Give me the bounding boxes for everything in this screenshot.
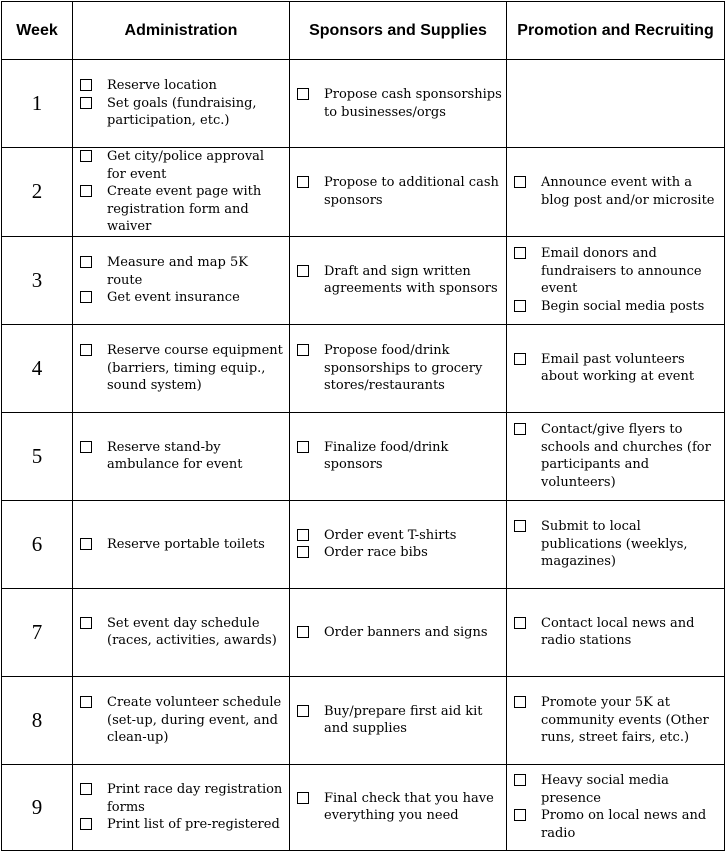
task-list	[290, 624, 506, 642]
administration-cell	[73, 148, 290, 237]
week-number: 8	[2, 676, 73, 764]
week-number: 4	[2, 324, 73, 412]
task-label: Heavy social media presence	[541, 773, 669, 806]
administration-cell	[73, 500, 290, 588]
task-checkbox[interactable]	[80, 441, 92, 453]
task-label: Create volunteer schedule (set-up, during event, and clean-up)	[107, 695, 282, 746]
task-checkbox[interactable]	[80, 538, 92, 550]
task-checkbox[interactable]	[514, 520, 526, 532]
task-item	[541, 772, 720, 807]
task-item	[324, 342, 502, 395]
task-item	[324, 439, 502, 474]
task-checkbox[interactable]	[80, 185, 92, 197]
task-item	[107, 781, 285, 816]
task-label: Get event insurance	[107, 290, 240, 306]
task-label: Propose cash sponsorships to businesses/orgs	[324, 86, 502, 120]
task-label: Set event day schedule (races, activities, awards)	[107, 615, 277, 649]
task-list	[507, 772, 724, 842]
week-number: 9	[2, 764, 73, 850]
task-label: Promo on local news and radio	[541, 808, 707, 842]
task-checkbox[interactable]	[297, 792, 309, 804]
task-label: Announce event with a blog post and/or microsite	[541, 175, 715, 208]
task-label: Submit to local publications (weeklys, magazines)	[541, 519, 688, 570]
task-item	[324, 624, 502, 642]
header-row	[2, 2, 725, 60]
task-list	[73, 536, 289, 554]
task-checkbox[interactable]	[297, 441, 309, 453]
task-item	[107, 536, 285, 554]
week-number: 1	[2, 60, 73, 148]
task-label: Final check that you have everything you need	[324, 790, 494, 824]
promotion-cell	[507, 588, 725, 676]
task-item	[107, 254, 285, 289]
task-checkbox[interactable]	[514, 696, 526, 708]
task-item	[324, 790, 502, 825]
promotion-cell	[507, 764, 725, 850]
table-row	[2, 588, 725, 676]
administration-cell	[73, 236, 290, 324]
task-checkbox[interactable]	[514, 300, 526, 312]
task-checkbox[interactable]	[514, 774, 526, 786]
task-label: Reserve course equipment (barriers, timing equip., sound system)	[107, 343, 283, 394]
task-list	[507, 615, 724, 650]
task-item	[541, 615, 720, 650]
promotion-cell	[507, 500, 725, 588]
task-list	[290, 790, 506, 825]
task-label: Reserve portable toilets	[107, 536, 265, 552]
task-item	[541, 245, 720, 298]
task-list	[290, 263, 506, 298]
task-checkbox[interactable]	[297, 88, 309, 100]
task-list	[73, 254, 289, 307]
task-label: Reserve location	[107, 78, 217, 94]
task-label: Order event T-shirts	[324, 527, 457, 543]
task-list	[507, 694, 724, 747]
task-checkbox[interactable]	[80, 344, 92, 356]
task-list	[73, 77, 289, 130]
task-list	[73, 439, 289, 474]
task-checkbox[interactable]	[514, 176, 526, 188]
task-label: Create event page with registration form and waiver	[107, 184, 262, 235]
task-item	[324, 263, 502, 298]
administration-cell	[73, 412, 290, 500]
table-row	[2, 236, 725, 324]
promotion-cell	[507, 60, 725, 148]
task-item	[107, 77, 285, 95]
sponsors-cell	[290, 500, 507, 588]
task-label: Propose food/drink sponsorships to grocery stores/restaurants	[324, 343, 483, 394]
sponsors-cell	[290, 676, 507, 764]
promotion-cell	[507, 676, 725, 764]
task-checkbox[interactable]	[80, 79, 92, 91]
task-checkbox[interactable]	[80, 696, 92, 708]
table-row	[2, 324, 725, 412]
task-item	[107, 342, 285, 395]
task-item	[324, 174, 502, 209]
task-item	[541, 518, 720, 571]
week-number: 5	[2, 412, 73, 500]
table-body	[2, 60, 725, 851]
task-label: Begin social media posts	[541, 299, 705, 315]
task-checkbox[interactable]	[80, 783, 92, 795]
task-item	[107, 816, 285, 834]
task-checkbox[interactable]	[80, 291, 92, 303]
sponsors-cell	[290, 324, 507, 412]
task-item	[541, 421, 720, 491]
sponsors-cell	[290, 588, 507, 676]
task-item	[541, 174, 720, 209]
task-checkbox[interactable]	[514, 247, 526, 259]
planning-table	[1, 1, 725, 851]
task-checkbox[interactable]	[514, 617, 526, 629]
sponsors-cell	[290, 412, 507, 500]
task-checkbox[interactable]	[297, 176, 309, 188]
task-label: Reserve stand-by ambulance for event	[107, 439, 243, 473]
task-label: Contact/give flyers to schools and churches (for participants and volunteers)	[541, 422, 711, 491]
table-row	[2, 60, 725, 148]
task-checkbox[interactable]	[80, 97, 92, 109]
task-item	[324, 86, 502, 121]
sponsors-cell	[290, 148, 507, 237]
task-list	[73, 615, 289, 650]
task-checkbox[interactable]	[80, 150, 92, 162]
task-checkbox[interactable]	[514, 353, 526, 365]
header-promotion: Promotion and Recruiting	[507, 2, 725, 60]
task-list	[507, 421, 724, 491]
sponsors-cell	[290, 764, 507, 850]
task-checkbox[interactable]	[80, 818, 92, 830]
administration-cell	[73, 324, 290, 412]
task-label: Propose to additional cash sponsors	[324, 175, 499, 208]
task-label: Print race day registration forms	[107, 782, 283, 815]
task-checkbox[interactable]	[297, 546, 309, 558]
task-list	[73, 342, 289, 395]
task-list	[73, 781, 289, 834]
task-label: Set goals (fundraising, participation, etc.)	[107, 95, 257, 129]
task-list	[507, 174, 724, 209]
task-checkbox[interactable]	[297, 705, 309, 717]
table-row	[2, 412, 725, 500]
administration-cell	[73, 60, 290, 148]
task-label: Order banners and signs	[324, 624, 488, 640]
task-checkbox[interactable]	[80, 256, 92, 268]
promotion-cell	[507, 236, 725, 324]
task-item	[324, 544, 502, 562]
header-sponsors: Sponsors and Supplies	[290, 2, 507, 60]
task-list	[507, 351, 724, 386]
task-item	[324, 703, 502, 738]
task-checkbox[interactable]	[297, 626, 309, 638]
administration-cell	[73, 764, 290, 850]
task-item	[107, 148, 285, 183]
task-list	[290, 527, 506, 562]
task-checkbox[interactable]	[297, 529, 309, 541]
task-list	[290, 86, 506, 121]
task-item	[107, 694, 285, 747]
task-label: Contact local news and radio stations	[541, 615, 695, 649]
sponsors-cell	[290, 60, 507, 148]
task-checkbox[interactable]	[80, 617, 92, 629]
week-number: 6	[2, 500, 73, 588]
header-week: Week	[2, 2, 73, 60]
task-item	[107, 289, 285, 307]
task-label: Finalize food/drink sponsors	[324, 439, 449, 473]
table-row	[2, 764, 725, 850]
task-item	[107, 439, 285, 474]
task-label: Measure and map 5K route	[107, 255, 248, 288]
task-label: Print list of pre-registered	[107, 817, 280, 833]
week-number: 7	[2, 588, 73, 676]
task-item	[541, 694, 720, 747]
promotion-cell	[507, 324, 725, 412]
week-number: 3	[2, 236, 73, 324]
task-checkbox[interactable]	[297, 344, 309, 356]
task-label: Order race bibs	[324, 545, 428, 561]
task-list	[290, 703, 506, 738]
task-label: Email donors and fundraisers to announce event	[541, 246, 702, 297]
task-item	[541, 807, 720, 842]
administration-cell	[73, 676, 290, 764]
header-administration: Administration	[73, 2, 290, 60]
table-row	[2, 500, 725, 588]
task-item	[324, 527, 502, 545]
task-item	[541, 298, 720, 316]
task-label: Get city/police approval for event	[107, 149, 265, 182]
task-label: Draft and sign written agreements with sponsors	[324, 263, 498, 297]
task-checkbox[interactable]	[297, 265, 309, 277]
task-item	[107, 95, 285, 130]
promotion-cell	[507, 148, 725, 237]
task-list	[507, 518, 724, 571]
task-list	[507, 245, 724, 315]
task-list	[290, 439, 506, 474]
administration-cell	[73, 588, 290, 676]
promotion-cell	[507, 412, 725, 500]
task-item	[107, 183, 285, 236]
task-list	[290, 174, 506, 209]
task-list	[290, 342, 506, 395]
task-label: Email past volunteers about working at event	[541, 351, 695, 385]
task-item	[541, 351, 720, 386]
week-number: 2	[2, 148, 73, 237]
task-list	[73, 148, 289, 236]
task-label: Buy/prepare first aid kit and supplies	[324, 703, 483, 737]
task-list	[73, 694, 289, 747]
task-checkbox[interactable]	[514, 423, 526, 435]
table-row	[2, 676, 725, 764]
task-checkbox[interactable]	[514, 809, 526, 821]
table-row	[2, 148, 725, 237]
task-label: Promote your 5K at community events (Other runs, street fairs, etc.)	[541, 695, 709, 746]
sponsors-cell	[290, 236, 507, 324]
task-item	[107, 615, 285, 650]
